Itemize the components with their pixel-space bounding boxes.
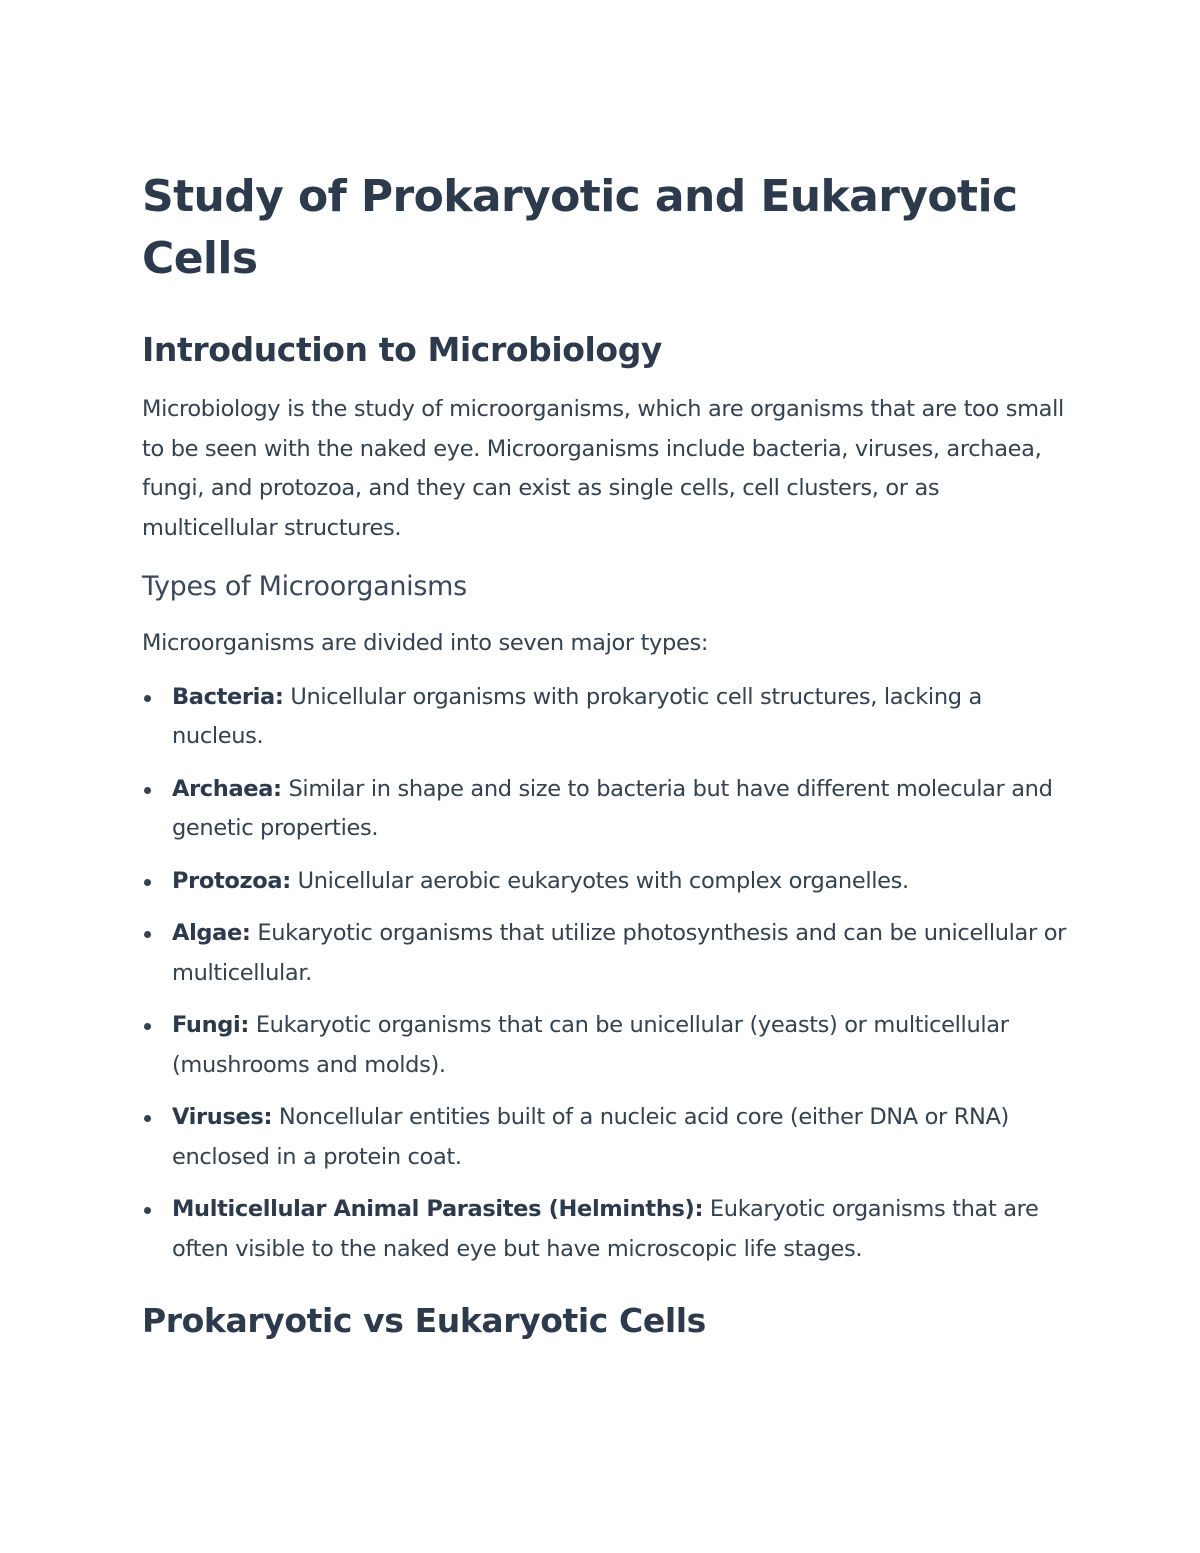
list-item-term: Viruses: [172, 1104, 273, 1130]
document-title: Study of Prokaryotic and Eukaryotic Cells [142, 171, 1018, 284]
list-item-term: Archaea: [172, 775, 282, 802]
list-item-desc: Similar in shape and size to bacteria but have different molecular and genetic properties. [172, 775, 1053, 841]
list-item-helminths [142, 1190, 1072, 1269]
types-lead: Microorganisms are divided into seven major types: [142, 630, 709, 656]
document-page [142, 166, 1072, 1343]
list-item-term: Fungi: [172, 1012, 250, 1038]
list-item-desc: Eukaryotic organisms that utilize photosynthesis and can be unicellular or multicellular. [172, 920, 1067, 986]
intro-heading: Introduction to Microbiology [142, 330, 663, 369]
bullet-icon [144, 1207, 151, 1214]
list-item-term: Bacteria: [172, 683, 284, 710]
intro-paragraph: Microbiology is the study of microorganisms, which are organisms that are too small to be seen with the naked eye. Microorganisms include bacteria, viruses, archaea, fungi, and protozoa, and they can exist as single cells, cell clusters, or as multicellular structures. [142, 396, 1064, 541]
bullet-icon [144, 695, 151, 702]
bullet-icon [144, 1115, 151, 1122]
types-heading: Types of Microorganisms [142, 571, 467, 602]
bullet-icon [144, 787, 151, 794]
list-item-desc: Unicellular aerobic eukaryotes with complex organelles. [290, 867, 909, 894]
list-item-term: Algae: [172, 920, 251, 946]
list-item-archaea [142, 770, 1072, 849]
list-item-protozoa [142, 862, 1072, 902]
comparison-heading: Prokaryotic vs Eukaryotic Cells [142, 1301, 706, 1340]
bullet-icon [144, 1023, 151, 1030]
list-item-desc: Eukaryotic organisms that are often visible to the naked eye but have microscopic life stages. [172, 1196, 1039, 1262]
list-item-desc: Unicellular organisms with prokaryotic cell structures, lacking a nucleus. [172, 683, 982, 749]
list-item-term: Multicellular Animal Parasites (Helminths): [172, 1196, 704, 1222]
list-item-term: Protozoa: [172, 867, 291, 894]
list-item-desc: Noncellular entities built of a nucleic acid core (either DNA or RNA) enclosed in a protein coat. [172, 1104, 1009, 1170]
list-item-desc: Eukaryotic organisms that can be unicellular (yeasts) or multicellular (mushrooms and molds). [172, 1012, 1009, 1078]
bullet-icon [144, 879, 151, 886]
list-item-bacteria [142, 678, 1072, 757]
list-item-viruses [142, 1098, 1072, 1177]
bullet-icon [144, 931, 151, 938]
list-item-fungi [142, 1006, 1072, 1085]
microorganism-types-list [142, 678, 1072, 1270]
list-item-algae [142, 914, 1072, 993]
